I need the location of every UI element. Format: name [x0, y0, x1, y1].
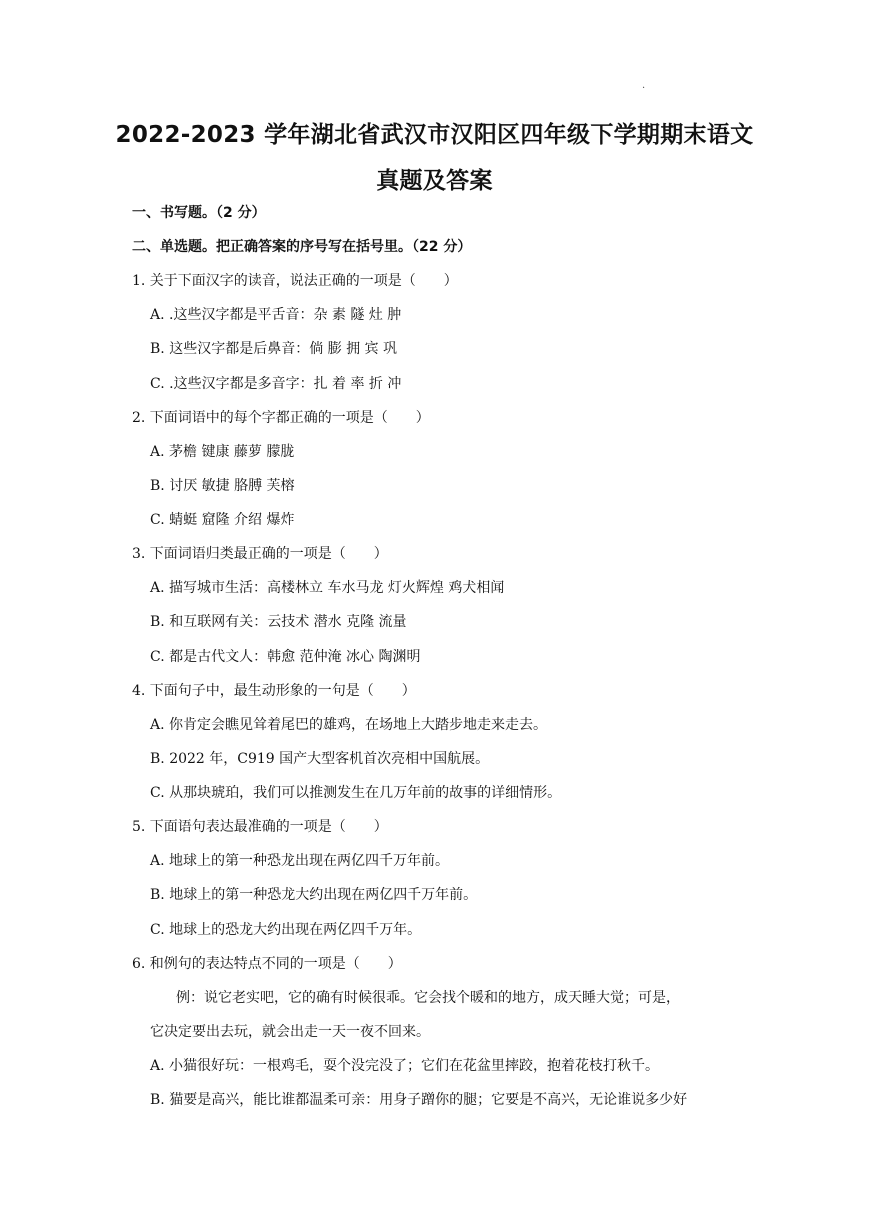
- question-4-option-a: A. 你肯定会瞧见耸着尾巴的雄鸡，在场地上大踏步地走来走去。: [150, 717, 548, 733]
- question-1-stem: 1. 关于下面汉字的读音，说法正确的一项是（ ）: [132, 273, 458, 289]
- question-6-option-b: B. 猫要是高兴，能比谁都温柔可亲：用身子蹭你的腿；它要是不高兴，无论谁说多少好: [150, 1092, 688, 1108]
- question-5-stem: 5. 下面语句表达最准确的一项是（ ）: [132, 819, 388, 835]
- question-5-option-a: A. 地球上的第一种恐龙出现在两亿四千万年前。: [150, 853, 450, 869]
- question-3-option-b: B. 和互联网有关：云技术 潜水 克隆 流量: [150, 614, 407, 630]
- question-4-option-b: B. 2022 年，C919 国产大型客机首次亮相中国航展。: [150, 751, 490, 767]
- question-6-example-line-1: 例：说它老实吧，它的确有时候很乖。它会找个暖和的地方，成天睡大觉；可是，: [176, 990, 680, 1006]
- question-3-stem: 3. 下面词语归类最正确的一项是（ ）: [132, 546, 388, 562]
- document-title-line-2: 真题及答案: [376, 168, 493, 194]
- question-1-option-a: A. .这些汉字都是平舌音：杂 素 隧 灶 肿: [150, 307, 402, 323]
- document-title-line-1: 2022-2023 学年湖北省武汉市汉阳区四年级下学期期末语文: [115, 122, 754, 148]
- question-3-option-a: A. 描写城市生活：高楼林立 车水马龙 灯火辉煌 鸡犬相闻: [150, 580, 505, 596]
- question-5-option-b: B. 地球上的第一种恐龙大约出现在两亿四千万年前。: [150, 887, 478, 903]
- question-2-option-a: A. 茅檐 键康 藤萝 朦胧: [150, 444, 295, 460]
- question-6-example-line-2: 它决定要出去玩，就会出走一天一夜不回来。: [150, 1024, 430, 1040]
- question-4-stem: 4. 下面句子中，最生动形象的一句是（ ）: [132, 683, 416, 699]
- question-2-stem: 2. 下面词语中的每个字都正确的一项是（ ）: [132, 410, 430, 426]
- question-1-option-b: B. 这些汉字都是后鼻音：倘 膨 拥 宾 巩: [150, 341, 397, 357]
- question-3-option-c: C. 都是古代文人：韩愈 范仲淹 冰心 陶渊明: [150, 649, 421, 665]
- question-4-option-c: C. 从那块琥珀，我们可以推测发生在几万年前的故事的详细情形。: [150, 785, 562, 801]
- question-2-option-c: C. 蜻蜓 窟隆 介绍 爆炸: [150, 512, 295, 528]
- question-5-option-c: C. 地球上的恐龙大约出现在两亿四千万年。: [150, 922, 422, 938]
- header-mark: ·: [642, 83, 646, 94]
- question-6-stem: 6. 和例句的表达特点不同的一项是（ ）: [132, 956, 402, 972]
- question-1-option-c: C. .这些汉字都是多音字：扎 着 率 折 冲: [150, 376, 402, 392]
- section-heading-single-choice: 二、单选题。把正确答案的序号写在括号里。（22 分）: [132, 239, 472, 255]
- question-6-option-a: A. 小猫很好玩：一根鸡毛，耍个没完没了；它们在花盆里摔跤，抱着花枝打秋千。: [150, 1058, 660, 1074]
- question-2-option-b: B. 讨厌 敏捷 胳膊 芙榕: [150, 478, 295, 494]
- section-heading-writing: 一、书写题。（2 分）: [132, 205, 266, 221]
